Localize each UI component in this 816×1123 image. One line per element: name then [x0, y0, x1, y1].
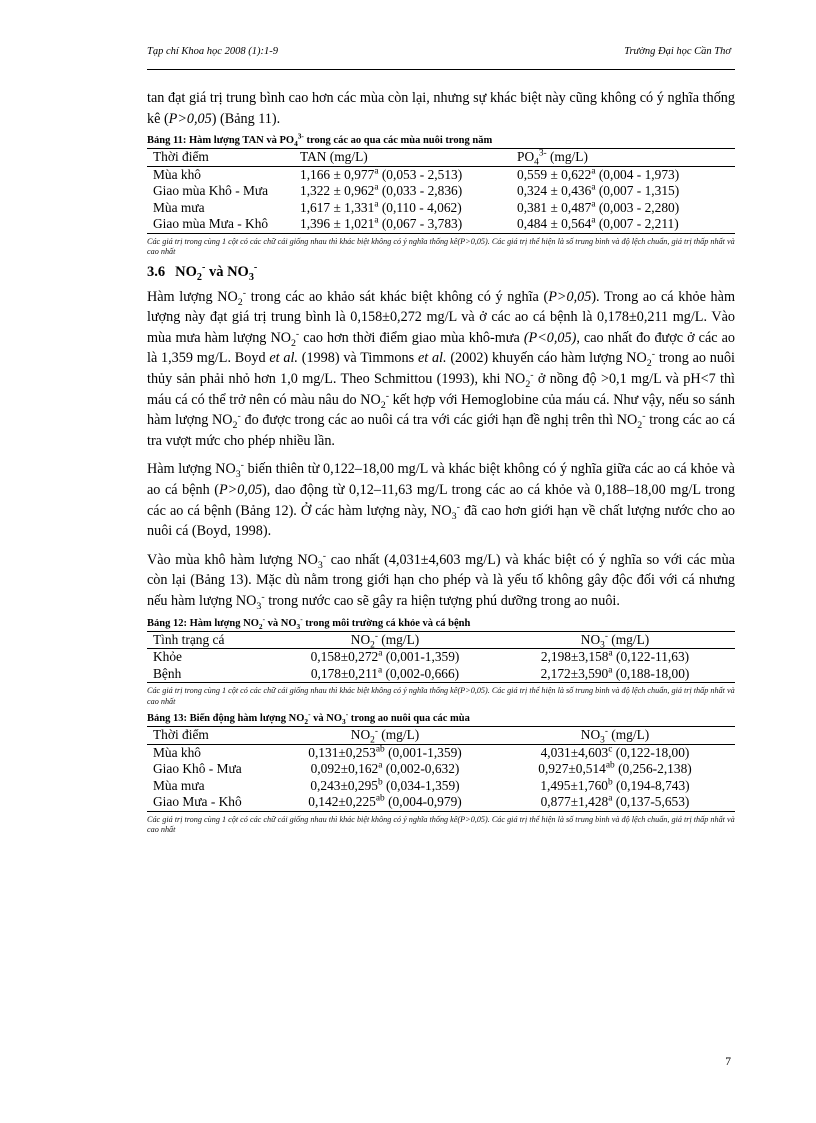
intro-paragraph: tan đạt giá trị trung bình cao hơn các mùa còn lại, nhưng sự khác biệt này cũng không có ý nghĩa thống kê (P>0,05) (Bảng 11).: [147, 90, 735, 127]
paragraph-no2: Hàm lượng $NO_2^-$ trong các ao khảo sát khác biệt không có ý nghĩa (P>0,05). Trong ao cá khỏe hàm lượng này đạt giá trị trung bình là 0,158±0,272 mg/L và ở các ao cá bệnh là 0,178±0,211 mg/L. Vào mùa mưa hàm lượng $NO_2^-$ cao hơn thời điểm giao mùa khô-mưa (P<0,05), cao nhất đo được ở các ao là 1,359 mg/L. Boyd et al. (1998) và Timmons et al. (2002) khuyến cáo hàm lượng $NO_2^-$ trong ao nuôi thủy sản phải nhỏ hơn 1,0 mg/L. Theo Schmittou (1993), khi $NO_2^-$ ở nồng độ >0,1 mg/L và pH<7 thì máu cá có thể trở nên có màu nâu do $NO_2^-$ kết hợp với Hemoglobine của máu cá. Như vậy, nếu so sánh hàm lượng $NO_2^-$ đo được trong các ao nuôi cá tra với các giới hạn đề nghị trên thì $NO_2^-$ trong các ao cá tra vượt mức cho phép nhiều lần.: [147, 286, 736, 449]
paragraph-no3-range: Hàm lượng $NO_3^-$ biến thiên từ 0,122–18,00 mg/L và khác biệt không có ý nghĩa giữa các ao cá khỏe và ao cá bệnh (P>0,05), dao động từ 0,12–11,63 mg/L trong các ao cá khỏe và 0,188–18,00 mg/L trong các ao cá bệnh (Bảng 12). Ở các hàm lượng này, $NO_3^-$ đã cao hơn giới hạn về chất lượng nước cho ao nuôi cá (Boyd, 1998).: [147, 459, 735, 540]
section-heading: 3.6 $NO_2^-$ và $NO_3^-$: [147, 261, 258, 283]
table13-header-time: Thời điểm: [147, 727, 275, 745]
table12: [147, 631, 735, 684]
table-row: Giao Mưa - Khô 0,142±0,225$^{ab}$ (0,004-0,979) 0,877±1,428$^a$ (0,137-5,653): [147, 794, 735, 811]
table13: [147, 726, 735, 812]
table11-header-po4: $PO_4^{3-}$ (mg/L): [511, 149, 735, 167]
table11: [147, 148, 735, 234]
table12-header-no2: $NO_2^-$ (mg/L): [275, 631, 495, 649]
page-number: 7: [725, 1056, 731, 1068]
table-row: Giao Khô - Mưa 0,092±0,162$^a$ (0,002-0,632) 0,927±0,514$^{ab}$ (0,256-2,138): [153, 760, 692, 777]
table-row: Mùa khô 1,166 ± 0,977$^a$ (0,053 - 2,513) 0,559 ± 0,622$^a$ (0,004 - 1,973): [153, 166, 680, 182]
table-row: Mùa mưa 1,617 ± 1,331$^a$ (0,110 - 4,062) 0,381 ± 0,487$^a$ (0,003 - 2,280): [153, 199, 680, 215]
table11-header-time: Thời điểm: [147, 149, 294, 167]
header-rule: [147, 69, 735, 70]
table11-caption: Bảng 11: Hàm lượng TAN và $PO_4^{3-}$ trong các ao qua các mùa nuôi trong năm: [147, 131, 493, 149]
table11-footnote: Các giá trị trong cùng 1 cột có các chữ cái giống nhau thì khác biệt không có ý nghĩa thống kê(P>0,05). Các giá trị thể hiện là số trung bình và độ lệch chuẩn, giá trị thấp nhất và cao nhất: [147, 236, 735, 257]
table-row: Giao mùa Khô - Mưa 1,322 ± 0,962$^a$ (0,033 - 2,836) 0,324 ± 0,436$^a$ (0,007 - 1,315): [153, 182, 680, 199]
table-row: Giao mùa Mưa - Khô 1,396 ± 1,021$^a$ (0,067 - 3,783) 0,484 ± 0,564$^a$ (0,007 - 2,211): [147, 216, 735, 233]
table13-header-no2: $NO_2^-$ (mg/L): [275, 727, 495, 745]
page-body: [147, 88, 735, 840]
running-header-journal: Tạp chí Khoa học 2008 (1):1-9: [147, 46, 278, 57]
table12-header-status: Tình trạng cá: [147, 631, 275, 649]
table-row: Mùa khô 0,131±0,253$^{ab}$ (0,001-1,359) 4,031±4,603$^c$ (0,122-18,00): [153, 744, 690, 760]
running-header-university: Trường Đại học Cần Thơ: [624, 46, 731, 57]
table12-caption: Bảng 12: Hàm lượng $NO_2^-$ và $NO_3^-$ trong môi trường cá khỏe và cá bệnh: [147, 614, 471, 631]
table13-header-no3: $NO_3^-$ (mg/L): [495, 727, 735, 745]
table-row: Bệnh 0,178±0,211$^a$ (0,002-0,666) 2,172±3,590$^a$ (0,188-18,00): [147, 666, 735, 683]
table12-header-no3: $NO_3^-$ (mg/L): [495, 631, 735, 649]
paragraph-no3-season: Vào mùa khô hàm lượng $NO_3^-$ cao nhất (4,031±4,603 mg/L) và khác biệt có ý nghĩa so với các mùa còn lại (Bảng 13). Mặc dù nằm trong giới hạn cho phép và là yếu tố không gây độc đối với cá nhưng nếu hàm lượng $NO_3^-$ trong nước cao sẽ gây ra hiện tượng phú dưỡng trong ao nuôi.: [147, 550, 735, 612]
table11-header-tan: TAN (mg/L): [294, 149, 511, 167]
table13-caption: Bảng 13: Biến động hàm lượng $NO_2^-$ và $NO_3^-$ trong ao nuôi qua các mùa: [147, 709, 470, 727]
table13-footnote: Các giá trị trong cùng 1 cột có các chữ cái giống nhau thì khác biệt không có ý nghĩa thống kê(P>0,05). Các giá trị thể hiện là số trung bình và độ lệch chuẩn, giá trị thấp nhất và cao nhất: [147, 814, 735, 835]
table12-footnote: Các giá trị trong cùng 1 cột có các chữ cái giống nhau thì khác biệt không có ý nghĩa thống kê(P>0,05). Các giá trị thể hiện là số trung bình và độ lệch chuẩn, giá trị thấp nhất và cao nhất: [147, 686, 735, 706]
table-row: Mùa mưa 0,243±0,295$^b$ (0,034-1,359) 1,495±1,760$^b$ (0,194-8,743): [153, 777, 690, 793]
table-row: Khỏe 0,158±0,272$^a$ (0,001-1,359) 2,198±3,158$^a$ (0,122-11,63): [153, 648, 690, 665]
